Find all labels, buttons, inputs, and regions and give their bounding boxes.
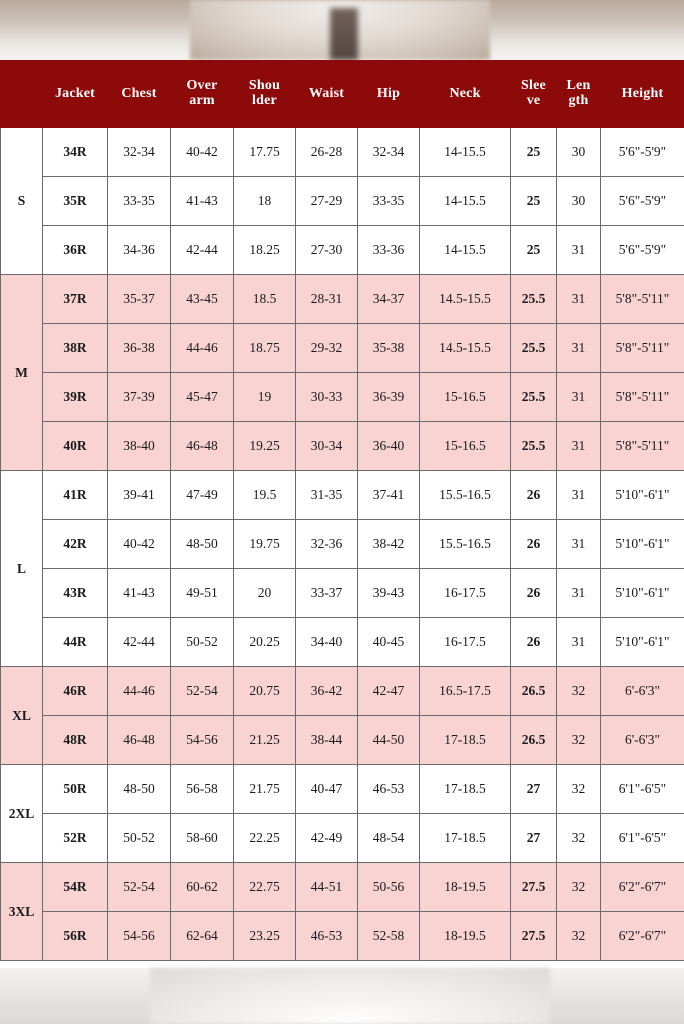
table-cell: 38-44 [296, 716, 358, 765]
table-cell: 58-60 [171, 814, 234, 863]
table-row [1, 569, 684, 618]
table-cell: 30 [557, 177, 601, 226]
table-cell: 27-29 [296, 177, 358, 226]
table-cell: 54R [43, 863, 108, 912]
table-cell: 16-17.5 [420, 618, 511, 667]
table-cell: 39R [43, 373, 108, 422]
table-cell: 48R [43, 716, 108, 765]
table-cell: 19.5 [234, 471, 296, 520]
table-cell: 36-39 [358, 373, 420, 422]
table-cell: 31 [557, 618, 601, 667]
table-cell: 26-28 [296, 128, 358, 177]
table-cell: 15-16.5 [420, 373, 511, 422]
table-cell: 52-54 [108, 863, 171, 912]
table-cell: 35R [43, 177, 108, 226]
table-row [1, 471, 684, 520]
table-cell: 27 [511, 765, 557, 814]
table-cell: 26 [511, 520, 557, 569]
table-cell: 16-17.5 [420, 569, 511, 618]
table-cell: 5'8"-5'11" [601, 422, 684, 471]
table-cell: 30-34 [296, 422, 358, 471]
table-row [1, 324, 684, 373]
table-cell: 28-31 [296, 275, 358, 324]
table-cell: 21.75 [234, 765, 296, 814]
table-cell: 25 [511, 226, 557, 275]
table-cell: 42-49 [296, 814, 358, 863]
table-cell: 17-18.5 [420, 765, 511, 814]
table-cell: 14-15.5 [420, 128, 511, 177]
table-row [1, 716, 684, 765]
table-cell: 21.25 [234, 716, 296, 765]
table-cell: 46-53 [358, 765, 420, 814]
table-cell: 19.25 [234, 422, 296, 471]
table-cell: 29-32 [296, 324, 358, 373]
table-cell: 62-64 [171, 912, 234, 961]
table-cell: 6'1"-6'5" [601, 765, 684, 814]
table-cell: 32 [557, 716, 601, 765]
table-cell: 42-47 [358, 667, 420, 716]
table-cell: 14.5-15.5 [420, 324, 511, 373]
column-header-shoulder: Shou lder [234, 61, 296, 128]
table-cell: 27.5 [511, 912, 557, 961]
table-cell: 31 [557, 324, 601, 373]
size-group-cell: 2XL [1, 765, 43, 863]
table-cell: 49-51 [171, 569, 234, 618]
table-cell: 35-37 [108, 275, 171, 324]
table-cell: 25 [511, 177, 557, 226]
table-cell: 33-35 [358, 177, 420, 226]
table-row [1, 373, 684, 422]
table-cell: 19.75 [234, 520, 296, 569]
table-cell: 6'1"-6'5" [601, 814, 684, 863]
table-row [1, 912, 684, 961]
table-cell: 6'2"-6'7" [601, 863, 684, 912]
table-cell: 27-30 [296, 226, 358, 275]
table-row [1, 177, 684, 226]
table-cell: 20 [234, 569, 296, 618]
table-cell: 26.5 [511, 667, 557, 716]
table-row [1, 520, 684, 569]
table-cell: 41-43 [108, 569, 171, 618]
table-cell: 42-44 [108, 618, 171, 667]
table-cell: 50-52 [108, 814, 171, 863]
table-cell: 14-15.5 [420, 226, 511, 275]
table-cell: 60-62 [171, 863, 234, 912]
table-cell: 33-37 [296, 569, 358, 618]
table-cell: 38R [43, 324, 108, 373]
table-cell: 33-36 [358, 226, 420, 275]
table-cell: 6'2"-6'7" [601, 912, 684, 961]
table-cell: 39-41 [108, 471, 171, 520]
table-cell: 34-40 [296, 618, 358, 667]
table-cell: 20.25 [234, 618, 296, 667]
table-cell: 43R [43, 569, 108, 618]
table-cell: 32 [557, 912, 601, 961]
table-cell: 15.5-16.5 [420, 520, 511, 569]
column-header-size-group [1, 61, 43, 128]
background-figure-bottom [150, 968, 550, 1024]
column-header-height: Height [601, 61, 684, 128]
table-cell: 22.75 [234, 863, 296, 912]
table-cell: 38-42 [358, 520, 420, 569]
column-header-sleeve: Slee ve [511, 61, 557, 128]
background-photo-top [0, 0, 684, 60]
table-cell: 14.5-15.5 [420, 275, 511, 324]
table-cell: 5'10"-6'1" [601, 569, 684, 618]
table-cell: 54-56 [108, 912, 171, 961]
table-cell: 31 [557, 226, 601, 275]
table-cell: 32-36 [296, 520, 358, 569]
table-cell: 44-46 [171, 324, 234, 373]
table-cell: 44-46 [108, 667, 171, 716]
table-cell: 34-37 [358, 275, 420, 324]
table-row [1, 422, 684, 471]
table-cell: 26 [511, 569, 557, 618]
table-cell: 23.25 [234, 912, 296, 961]
background-photo-bottom [0, 968, 684, 1024]
column-header-chest: Chest [108, 61, 171, 128]
table-cell: 5'8"-5'11" [601, 373, 684, 422]
column-header-hip: Hip [358, 61, 420, 128]
size-chart-table [0, 60, 684, 961]
table-cell: 18 [234, 177, 296, 226]
table-cell: 17-18.5 [420, 716, 511, 765]
table-cell: 30-33 [296, 373, 358, 422]
table-cell: 26.5 [511, 716, 557, 765]
table-cell: 16.5-17.5 [420, 667, 511, 716]
table-cell: 36-38 [108, 324, 171, 373]
table-cell: 42R [43, 520, 108, 569]
table-cell: 30 [557, 128, 601, 177]
table-cell: 25.5 [511, 422, 557, 471]
table-cell: 44-50 [358, 716, 420, 765]
table-cell: 50-56 [358, 863, 420, 912]
table-cell: 31 [557, 422, 601, 471]
table-cell: 31 [557, 520, 601, 569]
table-cell: 26 [511, 471, 557, 520]
table-cell: 26 [511, 618, 557, 667]
table-cell: 48-54 [358, 814, 420, 863]
table-cell: 31 [557, 569, 601, 618]
table-cell: 15-16.5 [420, 422, 511, 471]
table-cell: 18-19.5 [420, 863, 511, 912]
table-cell: 43-45 [171, 275, 234, 324]
size-group-cell: S [1, 128, 43, 275]
table-cell: 46-48 [108, 716, 171, 765]
size-group-cell: L [1, 471, 43, 667]
table-cell: 37-39 [108, 373, 171, 422]
table-cell: 20.75 [234, 667, 296, 716]
column-header-waist: Waist [296, 61, 358, 128]
table-cell: 6'-6'3" [601, 667, 684, 716]
table-cell: 5'10"-6'1" [601, 520, 684, 569]
table-cell: 5'6"-5'9" [601, 226, 684, 275]
table-cell: 42-44 [171, 226, 234, 275]
table-cell: 48-50 [171, 520, 234, 569]
table-cell: 25 [511, 128, 557, 177]
table-cell: 27 [511, 814, 557, 863]
size-group-cell: M [1, 275, 43, 471]
table-cell: 31 [557, 275, 601, 324]
column-header-length: Len gth [557, 61, 601, 128]
table-cell: 39-43 [358, 569, 420, 618]
table-cell: 36R [43, 226, 108, 275]
table-cell: 37-41 [358, 471, 420, 520]
table-cell: 31 [557, 471, 601, 520]
table-cell: 15.5-16.5 [420, 471, 511, 520]
table-cell: 19 [234, 373, 296, 422]
table-cell: 5'8"-5'11" [601, 324, 684, 373]
table-header-row [1, 61, 684, 128]
table-cell: 5'6"-5'9" [601, 177, 684, 226]
table-cell: 32 [557, 814, 601, 863]
size-group-cell: XL [1, 667, 43, 765]
table-cell: 17-18.5 [420, 814, 511, 863]
table-cell: 25.5 [511, 275, 557, 324]
table-cell: 5'10"-6'1" [601, 618, 684, 667]
table-cell: 40-42 [108, 520, 171, 569]
table-cell: 37R [43, 275, 108, 324]
table-cell: 52-54 [171, 667, 234, 716]
table-cell: 32-34 [108, 128, 171, 177]
table-cell: 52R [43, 814, 108, 863]
table-cell: 33-35 [108, 177, 171, 226]
table-cell: 46R [43, 667, 108, 716]
table-cell: 25.5 [511, 324, 557, 373]
table-row [1, 128, 684, 177]
table-cell: 34R [43, 128, 108, 177]
table-cell: 36-42 [296, 667, 358, 716]
table-cell: 40-45 [358, 618, 420, 667]
table-cell: 50-52 [171, 618, 234, 667]
table-cell: 46-53 [296, 912, 358, 961]
table-cell: 50R [43, 765, 108, 814]
table-cell: 32-34 [358, 128, 420, 177]
table-cell: 48-50 [108, 765, 171, 814]
table-cell: 40-42 [171, 128, 234, 177]
table-cell: 6'-6'3" [601, 716, 684, 765]
table-cell: 41-43 [171, 177, 234, 226]
background-tie [330, 8, 358, 60]
table-cell: 27.5 [511, 863, 557, 912]
table-cell: 14-15.5 [420, 177, 511, 226]
table-cell: 32 [557, 765, 601, 814]
table-cell: 31-35 [296, 471, 358, 520]
table-cell: 54-56 [171, 716, 234, 765]
table-cell: 52-58 [358, 912, 420, 961]
table-row [1, 275, 684, 324]
table-row [1, 618, 684, 667]
table-cell: 56R [43, 912, 108, 961]
table-cell: 18-19.5 [420, 912, 511, 961]
table-cell: 40R [43, 422, 108, 471]
size-group-cell: 3XL [1, 863, 43, 961]
table-row [1, 765, 684, 814]
table-cell: 32 [557, 863, 601, 912]
table-cell: 45-47 [171, 373, 234, 422]
table-cell: 56-58 [171, 765, 234, 814]
table-row [1, 863, 684, 912]
table-body [1, 128, 684, 961]
column-header-jacket: Jacket [43, 61, 108, 128]
table-cell: 35-38 [358, 324, 420, 373]
table-cell: 5'6"-5'9" [601, 128, 684, 177]
table-cell: 18.5 [234, 275, 296, 324]
table-cell: 25.5 [511, 373, 557, 422]
table-cell: 5'10"-6'1" [601, 471, 684, 520]
table-cell: 18.75 [234, 324, 296, 373]
table-cell: 17.75 [234, 128, 296, 177]
table-cell: 31 [557, 373, 601, 422]
table-cell: 44-51 [296, 863, 358, 912]
table-cell: 47-49 [171, 471, 234, 520]
table-cell: 38-40 [108, 422, 171, 471]
table-cell: 44R [43, 618, 108, 667]
table-row [1, 814, 684, 863]
table-row [1, 226, 684, 275]
table-cell: 36-40 [358, 422, 420, 471]
table-cell: 18.25 [234, 226, 296, 275]
table-cell: 46-48 [171, 422, 234, 471]
column-header-neck: Neck [420, 61, 511, 128]
table-row [1, 667, 684, 716]
table-cell: 32 [557, 667, 601, 716]
column-header-over-arm: Over arm [171, 61, 234, 128]
table-cell: 34-36 [108, 226, 171, 275]
table-cell: 22.25 [234, 814, 296, 863]
table-cell: 5'8"-5'11" [601, 275, 684, 324]
table-cell: 40-47 [296, 765, 358, 814]
table-cell: 41R [43, 471, 108, 520]
